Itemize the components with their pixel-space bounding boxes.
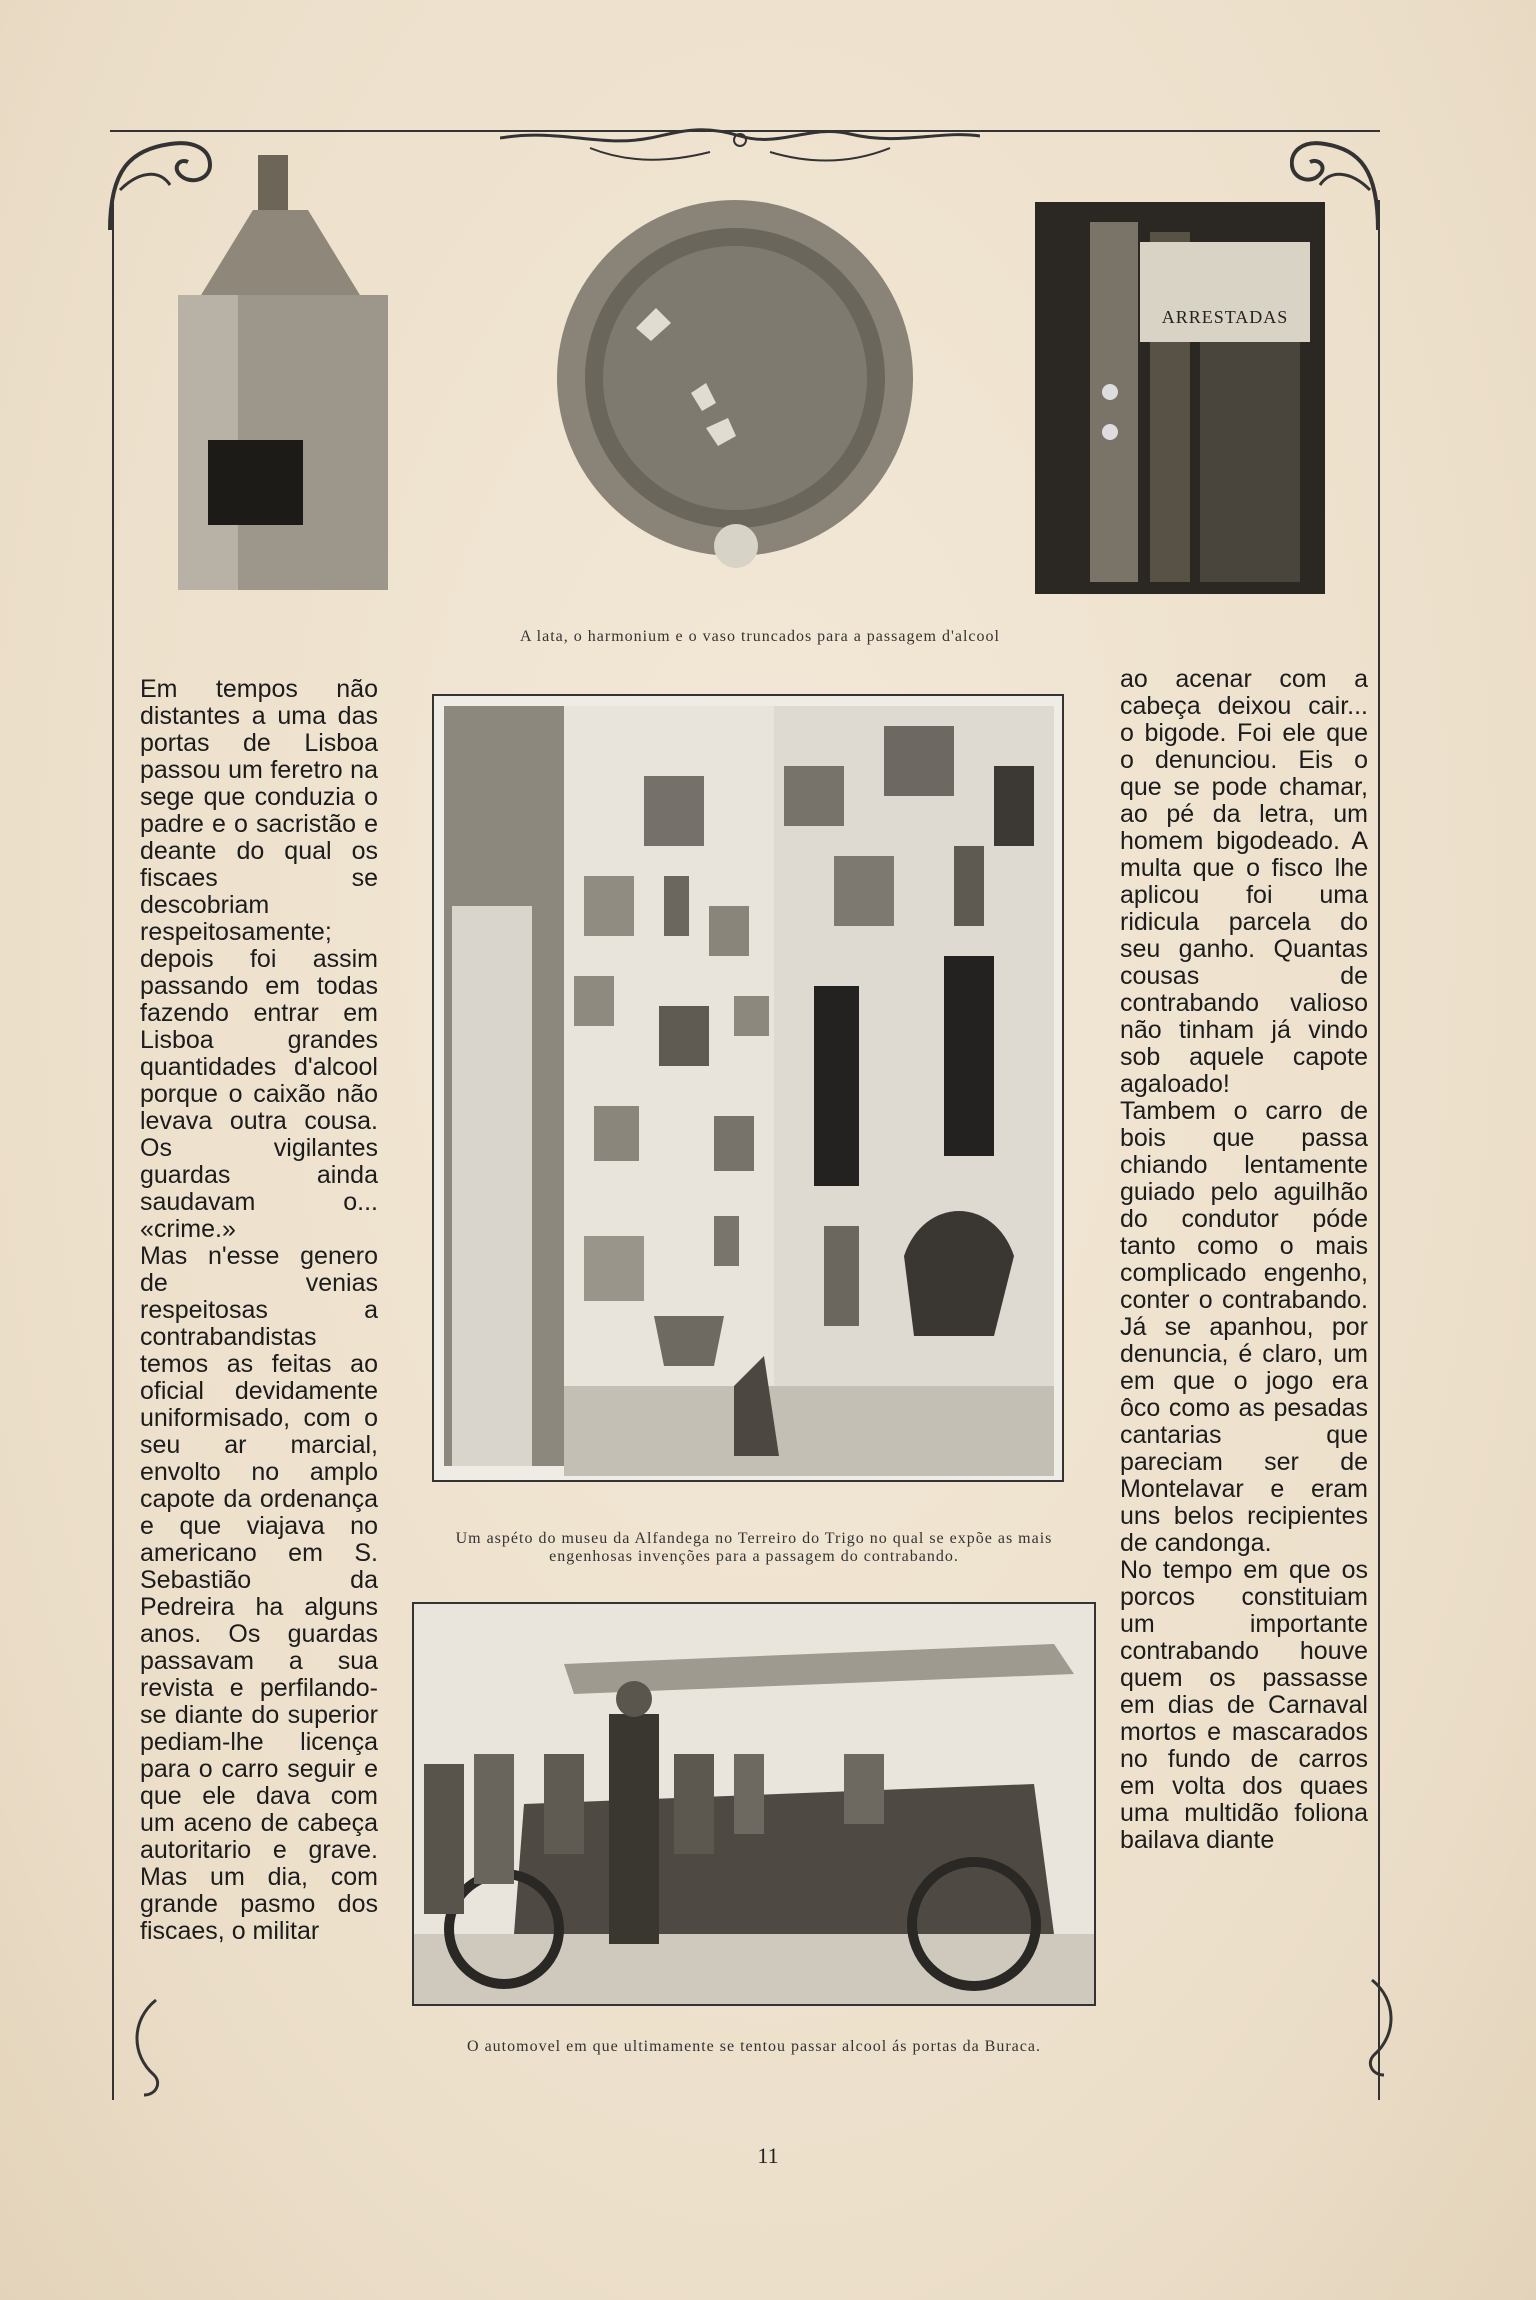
car-illustration (414, 1604, 1094, 2004)
page-number: 11 (757, 2143, 779, 2168)
frame-right-rule (1378, 200, 1382, 2100)
caption-car-photo: O automovel em que ultimamente se tentou passar alcool ás portas da Buraca. (467, 2038, 1041, 2055)
photo-museum (432, 694, 1064, 1482)
photo-basin (546, 198, 924, 576)
top-scroll-ornament (500, 118, 980, 168)
corner-ornament-bottom-left (126, 1995, 166, 2105)
right-text-column: ao acenar com a cabeça deixou cair... o bigode. Foi ele que o denunciou. Eis o que se pode chamar, ao pé da letra, um homem bigodeado. A multa que o fisco lhe aplicou foi uma ridicula parcela do seu ganho. Quantas cousas de contrabando valioso não tinham já vindo sob aquele capote agaloado! Tambem o carro de bois que passa chiando lentamente guiado pelo aguilhão do condutor póde tanto como o mais complicado engenho, conter o contrabando. Já se apanhou, por denuncia, é claro, um em que o jogo era ôco como as pesadas cantarias que pareciam ser de Montelavar e eram uns belos recipientes de candonga. No tempo em que os porcos constituiam um importante contrabando houve quem os passasse em dias de Carnaval mortos e mascarados no fundo de carros em volta dos quaes uma multidão foliona bailava diante (1120, 665, 1368, 1854)
museum-illustration (434, 696, 1062, 1480)
photo-car (412, 1602, 1096, 2006)
harmonium-sign-label: ARRESTADAS (1161, 307, 1289, 327)
corner-ornament-bottom-right (1362, 1975, 1402, 2085)
can-illustration (158, 150, 390, 595)
frame-left-rule (112, 200, 116, 2100)
left-text-column: Em tempos não distantes a uma das portas de Lisboa passou um feretro na sege que conduzia o padre e o sacristão e deante do qual os fiscaes se descobriam respeitosamente; depois foi assim passando em todas fazendo entrar em Lisboa grandes quantidades d'alcool porque o caixão não levava outra cousa. Os vigilantes guardas ainda saudavam o... «crime.» Mas n'esse genero de venias respeitosas a contrabandistas temos as feitas ao oficial devidamente uniformisado, com o seu ar marcial, envolto no amplo capote da ordenança e que viajava no americano em S. Sebastião da Pedreira ha alguns anos. Os guardas passavam a sua revista e perfilando-se diante do superior pediam-lhe licença para o carro seguir e que ele dava com um aceno de cabeça autoritario e grave. Mas um dia, com grande pasmo dos fiscaes, o militar (140, 675, 378, 1945)
caption-top-photos: A lata, o harmonium e o vaso truncados para a passagem d'alcool (520, 628, 1000, 645)
photo-can (158, 150, 390, 595)
photo-harmonium (1030, 182, 1330, 598)
caption-museum-photo: Um aspéto do museu da Alfandega no Terreiro do Trigo no qual se expõe as mais engenhosas invenções para a passagem do contrabando. (455, 1530, 1053, 1565)
harmonium-illustration (1030, 182, 1330, 598)
basin-illustration (546, 198, 924, 576)
